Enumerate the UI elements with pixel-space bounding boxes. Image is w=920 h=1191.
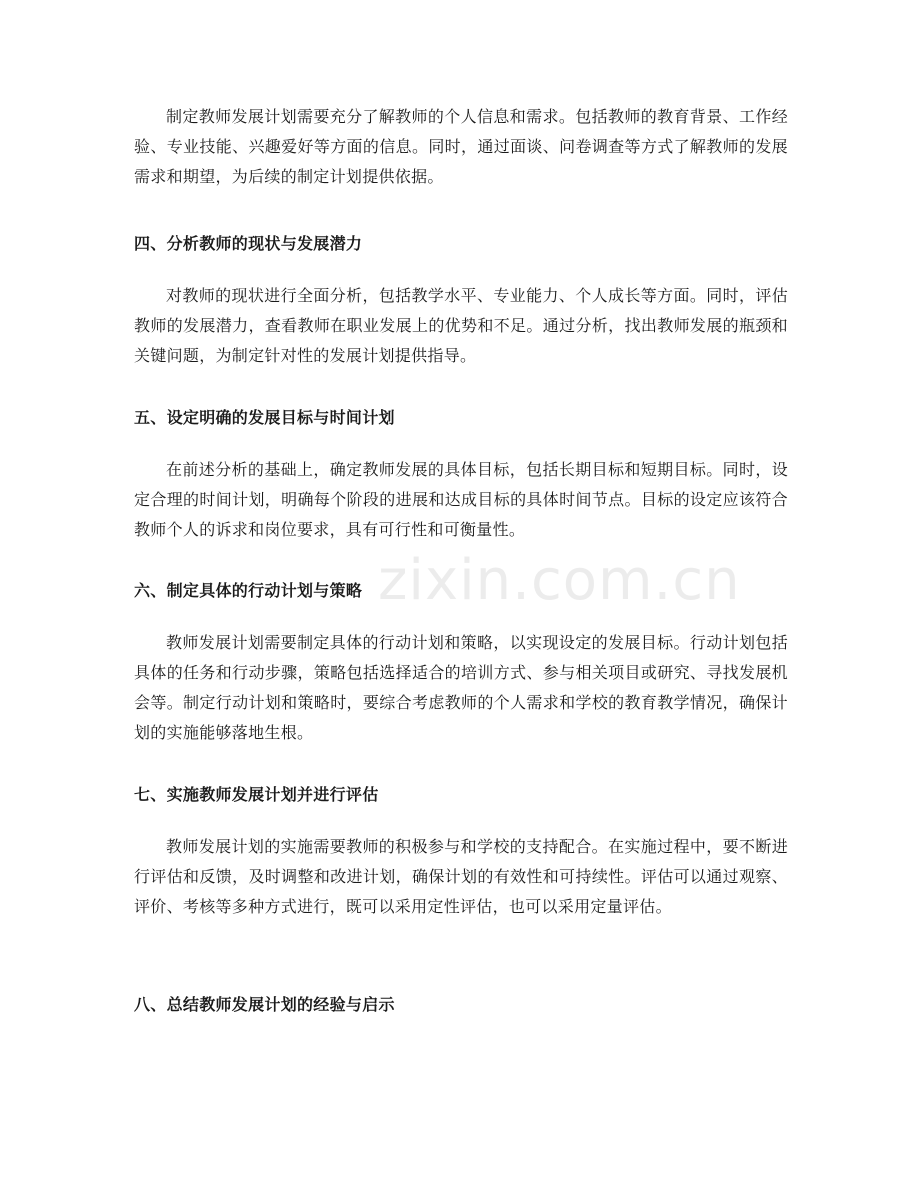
section-heading-5: 五、设定明确的发展目标与时间计划	[134, 408, 395, 427]
section-body-5: 在前述分析的基础上，确定教师发展的具体目标，包括长期目标和短期目标。同时，设定合理的时间计划，明确每个阶段的进展和达成目标的具体时间节点。目标的设定应该符合教师个人的诉求和岗位要求，具有可行性和可衡量性。	[134, 460, 788, 539]
section-heading-6: 六、制定具体的行动计划与策略	[134, 581, 363, 600]
section-heading-7: 七、实施教师发展计划并进行评估	[134, 785, 379, 804]
section-5-body-block	[134, 455, 788, 545]
watermark: zixin.com.cn	[378, 548, 741, 613]
section-7-heading-block	[134, 783, 788, 807]
section-6-heading-block	[134, 579, 788, 603]
section-body-6: 教师发展计划需要制定具体的行动计划和策略，以实现设定的发展目标。行动计划包括具体的任务和行动步骤，策略包括选择适合的培训方式、参与相关项目或研究、寻找发展机会等。制定行动计划和策略时，要综合考虑教师的个人需求和学校的教育教学情况，确保计划的实施能够落地生根。	[134, 633, 788, 742]
section-6-body-block	[134, 628, 788, 748]
section-heading-4: 四、分析教师的现状与发展潜力	[134, 234, 363, 253]
section-4-heading-block	[134, 232, 788, 256]
section-body-7: 教师发展计划的实施需要教师的积极参与和学校的支持配合。在实施过程中，要不断进行评估和反馈，及时调整和改进计划，确保计划的有效性和可持续性。评估可以通过观察、评价、考核等多种方式进行，既可以采用定性评估，也可以采用定量评估。	[134, 837, 788, 916]
section-body-4: 对教师的现状进行全面分析，包括教学水平、专业能力、个人成长等方面。同时，评估教师的发展潜力，查看教师在职业发展上的优势和不足。通过分析，找出教师发展的瓶颈和关键问题，为制定针对性的发展计划提供指导。	[134, 286, 788, 365]
section-heading-8: 八、总结教师发展计划的经验与启示	[134, 995, 395, 1014]
section-4-body-block	[134, 281, 788, 371]
intro-paragraph-block	[134, 102, 788, 192]
intro-paragraph: 制定教师发展计划需要充分了解教师的个人信息和需求。包括教师的教育背景、工作经验、专业技能、兴趣爱好等方面的信息。同时，通过面谈、问卷调查等方式了解教师的发展需求和期望，为后续的制定计划提供依据。	[134, 107, 788, 186]
section-7-body-block	[134, 832, 788, 922]
section-5-heading-block	[134, 406, 788, 430]
section-8-heading-block	[134, 993, 788, 1017]
